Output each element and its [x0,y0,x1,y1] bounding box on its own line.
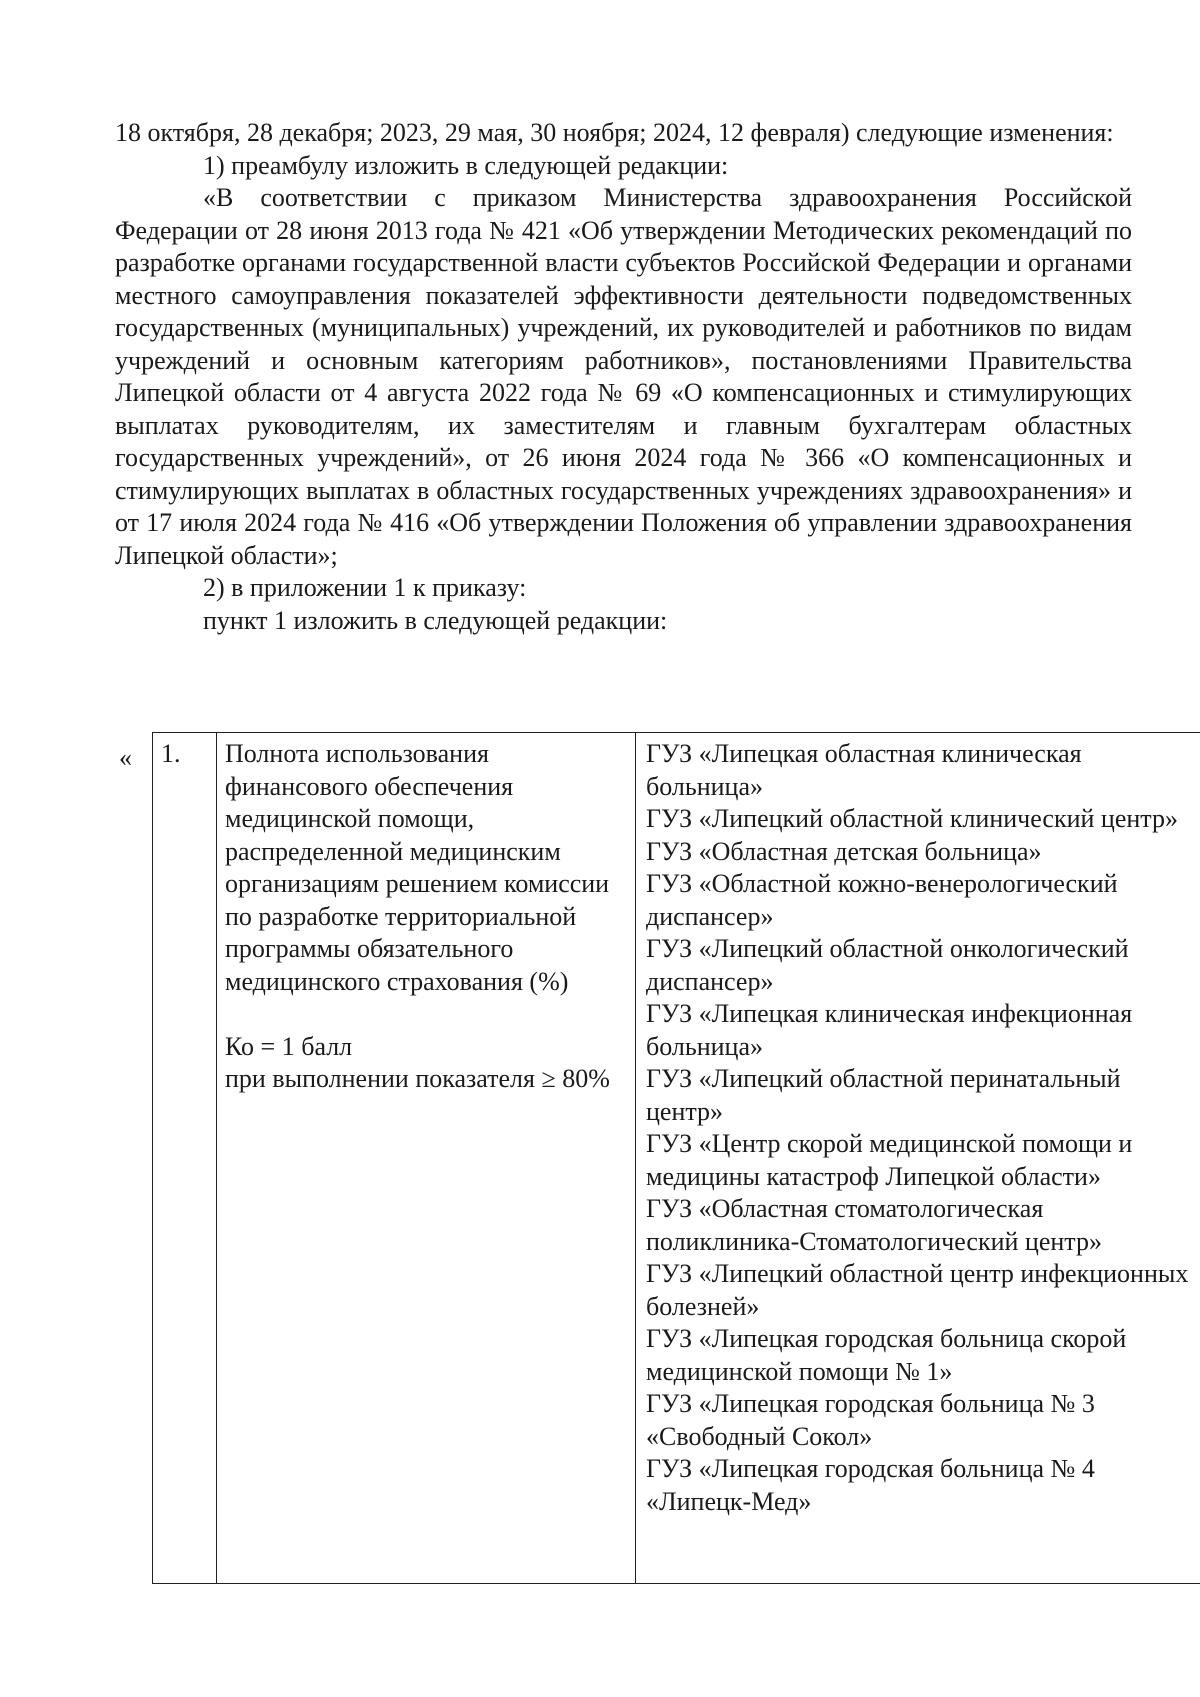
institution-item: ГУЗ «Липецкая городская больница скорой медицинской помощи № 1» [646,1324,1127,1386]
institution-item: ГУЗ «Липецкий областной центр инфекционных болезней» [646,1259,1189,1321]
institution-item: ГУЗ «Липецкий областной перинатальный центр» [646,1064,1121,1126]
cell-indicator [217,733,636,1584]
table-open-quote: « [119,743,132,772]
paragraph-preamble: «В соответствии с приказом Министерства здравоохранения Российской Федерации от 28 июня 2013 года № 421 «Об утверждении Методических рекомендаций по разработке органами государственной власти субъектов Российской Федерации и органами местного самоуправления показателей эффективности деятельности подведомственных государственных (муниципальных) учреждений, их руководителей и работников по видам учреждений и основным категориям работников», постановлениями Правительства Липецкой области от 4 августа 2022 года № 69 «О компенсационных и стимулирующих выплатах руководителям, их заместителям и главным бухгалтерам областных государственных учреждений», от 26 июня 2024 года № 366 «О компенсационных и стимулирующих выплатах в областных государственных учреждениях здравоохранения» и от 17 июля 2024 года № 416 «Об утверждении Положения об управлении здравоохранения Липецкой области»; [115,183,1132,570]
paragraph-intro: 18 октября, 28 декабря; 2023, 29 мая, 30 ноября; 2024, 12 февраля) следующие изменения: [115,118,1114,147]
institution-item: ГУЗ «Липецкая областная клиническая больница» [646,739,1082,801]
paragraph-item-1: 1) преамбулу изложить в следующей редакции: [203,150,729,180]
institution-item: ГУЗ «Липецкая городская больница № 3 «Свободный Сокол» [646,1389,1095,1451]
institution-item: ГУЗ «Центр скорой медицинской помощи и медицины катастроф Липецкой области» [646,1129,1133,1191]
indicator-condition: при выполнении показателя ≥ 80% [225,1064,610,1093]
paragraph-item-2: 2) в приложении 1 к приказу: [203,573,527,602]
paragraph-item-2-text: пункт 1 изложить в следующей редакции: [203,605,668,635]
institution-item: ГУЗ «Областная детская больница» [646,836,1042,866]
institution-item: ГУЗ «Липецкая клиническая инфекционная больница» [646,999,1133,1061]
indicator-score: Ко = 1 балл [225,1031,353,1061]
institution-item: ГУЗ «Липецкая городская больница № 4 «Липецк-Мед» [646,1454,1095,1516]
cell-institutions [636,733,1200,1584]
document-body [115,117,1132,637]
institution-item: ГУЗ «Липецкий областной клинический центр» [646,804,1178,833]
cell-number: 1. [153,733,217,1584]
institution-item: ГУЗ «Областной кожно-венерологический диспансер» [646,869,1118,931]
indicator-text: Полнота использования финансового обеспечения медицинской помощи, распределенной медицинским организациям решением комиссии по разработке территориальной программы обязательного медицинского страхования (%) [225,739,610,996]
institution-item: ГУЗ «Областная стоматологическая поликлиника-Стоматологический центр» [646,1194,1102,1256]
table-row [153,733,1200,1584]
institution-item: ГУЗ «Липецкий областной онкологический диспансер» [646,934,1129,996]
indicator-table [152,732,1200,1584]
